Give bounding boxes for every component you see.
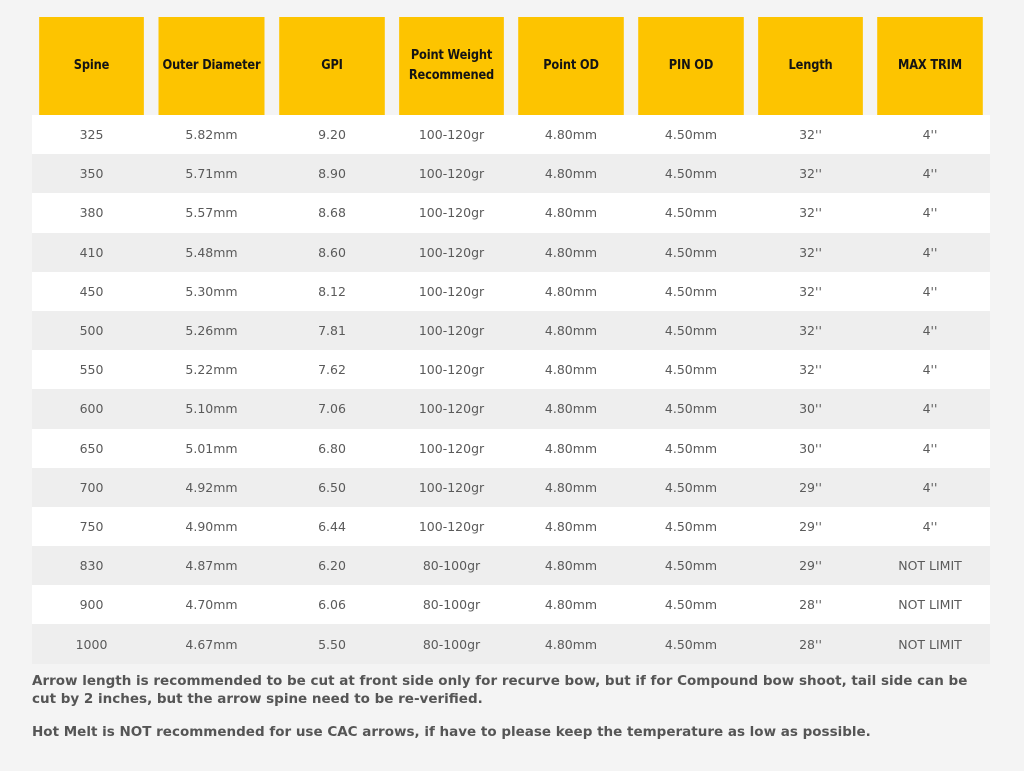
cell-spine: 350 (32, 154, 151, 193)
cell-pin-od: 4.50mm (631, 193, 751, 232)
cell-outer-diameter: 4.87mm (151, 546, 272, 585)
cell-point-weight: 100-120gr (392, 389, 511, 428)
cell-point-weight: 100-120gr (392, 233, 511, 272)
cell-point-od: 4.80mm (511, 115, 631, 154)
table-row (32, 546, 990, 585)
cell-gpi: 7.81 (272, 311, 392, 350)
column-header-label: Length (788, 58, 833, 73)
cell-point-od: 4.80mm (511, 389, 631, 428)
column-header-point-od (518, 17, 624, 115)
table-row (32, 272, 990, 311)
cell-outer-diameter: 5.82mm (151, 115, 272, 154)
cell-pin-od: 4.50mm (631, 350, 751, 389)
cell-length: 32'' (751, 233, 870, 272)
cell-point-od: 4.80mm (511, 154, 631, 193)
cell-point-weight: 100-120gr (392, 468, 511, 507)
cell-outer-diameter: 5.57mm (151, 193, 272, 232)
cell-outer-diameter: 5.71mm (151, 154, 272, 193)
table-row (32, 429, 990, 468)
cell-max-trim: 4'' (870, 154, 990, 193)
column-header-pin-od (638, 17, 744, 115)
cell-max-trim: 4'' (870, 429, 990, 468)
column-header-label: MAX TRIM (898, 58, 962, 73)
cell-max-trim: 4'' (870, 311, 990, 350)
table-row (32, 311, 990, 350)
cell-gpi: 7.62 (272, 350, 392, 389)
cell-max-trim: 4'' (870, 350, 990, 389)
cell-length: 29'' (751, 507, 870, 546)
arrow-spec-table (32, 17, 990, 664)
column-header-point-weight (399, 17, 504, 115)
table-row (32, 468, 990, 507)
cell-point-weight: 80-100gr (392, 624, 511, 663)
cell-length: 32'' (751, 272, 870, 311)
cell-outer-diameter: 5.22mm (151, 350, 272, 389)
cell-point-od: 4.80mm (511, 193, 631, 232)
column-header-gpi (279, 17, 385, 115)
cell-max-trim: 4'' (870, 468, 990, 507)
cell-point-weight: 100-120gr (392, 429, 511, 468)
column-header-label: PIN OD (668, 58, 714, 73)
cell-gpi: 8.12 (272, 272, 392, 311)
cell-gpi: 7.06 (272, 389, 392, 428)
cell-pin-od: 4.50mm (631, 507, 751, 546)
cell-point-od: 4.80mm (511, 233, 631, 272)
table-row (32, 154, 990, 193)
cell-gpi: 5.50 (272, 624, 392, 663)
column-header-max-trim (877, 17, 983, 115)
cell-pin-od: 4.50mm (631, 546, 751, 585)
cell-length: 30'' (751, 389, 870, 428)
cell-point-od: 4.80mm (511, 585, 631, 624)
cell-outer-diameter: 4.90mm (151, 507, 272, 546)
column-header-label: Spine (73, 58, 110, 73)
cell-outer-diameter: 5.26mm (151, 311, 272, 350)
cut-note: Arrow length is recommended to be cut at front side only for recurve bow, but if for Compound bow shoot, tail side can be cut by 2 inches, but the arrow spine need to be re-verified. (32, 673, 968, 707)
cell-point-weight: 100-120gr (392, 115, 511, 154)
cell-outer-diameter: 5.30mm (151, 272, 272, 311)
cell-length: 32'' (751, 154, 870, 193)
hot-melt-note: Hot Melt is NOT recommended for use CAC arrows, if have to please keep the temperature as low as possible. (32, 724, 871, 740)
cell-outer-diameter: 5.48mm (151, 233, 272, 272)
table-body (32, 115, 990, 664)
cell-spine: 450 (32, 272, 151, 311)
cell-gpi: 8.60 (272, 233, 392, 272)
table-header (32, 17, 990, 115)
cell-point-od: 4.80mm (511, 272, 631, 311)
column-header-label: Outer Diameter (162, 58, 261, 73)
table-row (32, 624, 990, 663)
table-row (32, 585, 990, 624)
column-header-label: Point OD (543, 58, 599, 73)
column-header-label: Point Weight (410, 48, 493, 63)
cell-pin-od: 4.50mm (631, 272, 751, 311)
column-header-label: GPI (321, 58, 343, 73)
cell-point-od: 4.80mm (511, 429, 631, 468)
cell-length: 32'' (751, 115, 870, 154)
cell-gpi: 6.06 (272, 585, 392, 624)
cell-outer-diameter: 4.92mm (151, 468, 272, 507)
cell-pin-od: 4.50mm (631, 468, 751, 507)
cell-point-od: 4.80mm (511, 507, 631, 546)
cell-point-weight: 100-120gr (392, 193, 511, 232)
cell-spine: 830 (32, 546, 151, 585)
cell-max-trim: 4'' (870, 272, 990, 311)
table-row (32, 115, 990, 154)
cell-point-weight: 100-120gr (392, 507, 511, 546)
table-row (32, 233, 990, 272)
cell-spine: 700 (32, 468, 151, 507)
cell-gpi: 6.80 (272, 429, 392, 468)
cell-spine: 900 (32, 585, 151, 624)
column-header-outer-diameter (158, 17, 264, 115)
cell-max-trim: NOT LIMIT (870, 624, 990, 663)
cell-pin-od: 4.50mm (631, 624, 751, 663)
column-header-label: Recommened (408, 68, 495, 83)
cell-gpi: 6.50 (272, 468, 392, 507)
cell-spine: 325 (32, 115, 151, 154)
cell-length: 29'' (751, 546, 870, 585)
cell-pin-od: 4.50mm (631, 585, 751, 624)
table-row (32, 193, 990, 232)
cell-gpi: 8.68 (272, 193, 392, 232)
table-row (32, 507, 990, 546)
cell-point-weight: 100-120gr (392, 311, 511, 350)
cell-outer-diameter: 4.67mm (151, 624, 272, 663)
cell-point-weight: 80-100gr (392, 546, 511, 585)
cell-spine: 500 (32, 311, 151, 350)
cell-pin-od: 4.50mm (631, 429, 751, 468)
cell-length: 28'' (751, 624, 870, 663)
cell-gpi: 9.20 (272, 115, 392, 154)
table-row (32, 350, 990, 389)
cell-spine: 600 (32, 389, 151, 428)
header-row (32, 17, 990, 115)
table-row (32, 389, 990, 428)
cell-spine: 380 (32, 193, 151, 232)
cell-pin-od: 4.50mm (631, 233, 751, 272)
cell-spine: 650 (32, 429, 151, 468)
cell-length: 29'' (751, 468, 870, 507)
cell-point-weight: 80-100gr (392, 585, 511, 624)
column-header-length (758, 17, 863, 115)
cell-length: 30'' (751, 429, 870, 468)
cell-outer-diameter: 5.10mm (151, 389, 272, 428)
column-header-spine (39, 17, 144, 115)
cell-max-trim: 4'' (870, 389, 990, 428)
cell-max-trim: 4'' (870, 507, 990, 546)
cell-point-od: 4.80mm (511, 624, 631, 663)
cell-spine: 1000 (32, 624, 151, 663)
cell-outer-diameter: 5.01mm (151, 429, 272, 468)
cell-outer-diameter: 4.70mm (151, 585, 272, 624)
cell-max-trim: 4'' (870, 233, 990, 272)
cell-spine: 550 (32, 350, 151, 389)
cell-pin-od: 4.50mm (631, 154, 751, 193)
cell-point-od: 4.80mm (511, 350, 631, 389)
cell-max-trim: NOT LIMIT (870, 546, 990, 585)
cell-length: 32'' (751, 193, 870, 232)
cell-spine: 750 (32, 507, 151, 546)
cell-point-weight: 100-120gr (392, 154, 511, 193)
cell-pin-od: 4.50mm (631, 115, 751, 154)
cell-max-trim: NOT LIMIT (870, 585, 990, 624)
cell-length: 32'' (751, 350, 870, 389)
cell-spine: 410 (32, 233, 151, 272)
cell-gpi: 8.90 (272, 154, 392, 193)
cell-gpi: 6.44 (272, 507, 392, 546)
notes (32, 672, 992, 756)
cell-point-weight: 100-120gr (392, 272, 511, 311)
cell-pin-od: 4.50mm (631, 389, 751, 428)
cell-point-weight: 100-120gr (392, 350, 511, 389)
cell-max-trim: 4'' (870, 115, 990, 154)
cell-gpi: 6.20 (272, 546, 392, 585)
cell-point-od: 4.80mm (511, 546, 631, 585)
cell-max-trim: 4'' (870, 193, 990, 232)
cell-point-od: 4.80mm (511, 468, 631, 507)
cell-length: 28'' (751, 585, 870, 624)
cell-length: 32'' (751, 311, 870, 350)
cell-point-od: 4.80mm (511, 311, 631, 350)
cell-pin-od: 4.50mm (631, 311, 751, 350)
